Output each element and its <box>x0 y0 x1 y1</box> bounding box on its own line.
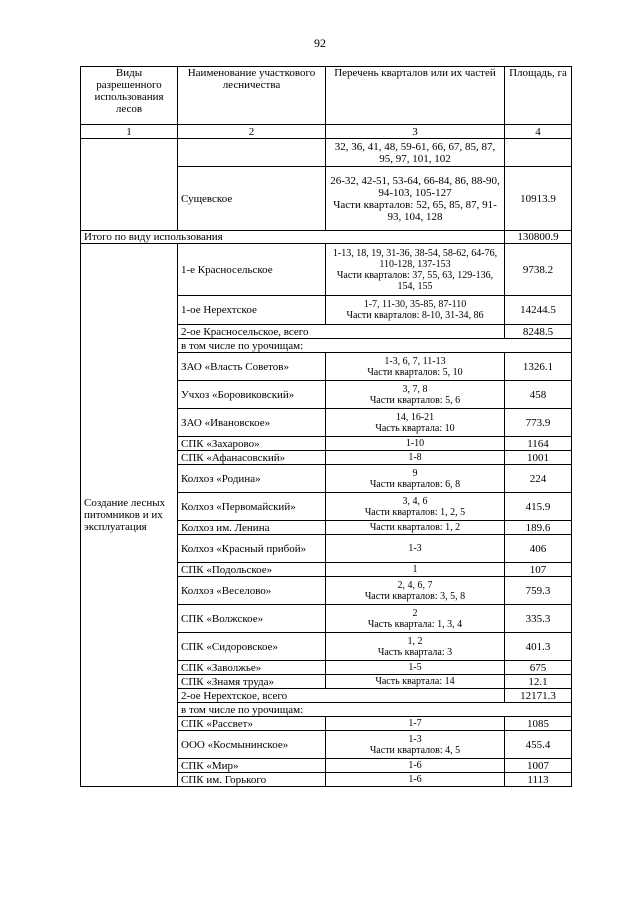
quarters-parts: Части кварталов: 3, 5, 8 <box>364 590 466 602</box>
col-number-4: 4 <box>505 125 572 139</box>
forestry-cell: СПК «Знамя труда» <box>178 675 326 689</box>
forestry-cell: Учхоз «Боровиковский» <box>178 381 326 409</box>
header-row <box>81 67 572 125</box>
quarters-parts: Части кварталов: 6, 8 <box>369 478 461 490</box>
forestry-cell: ЗАО «Ивановское» <box>178 409 326 437</box>
quarters-cell: 1-6 <box>326 773 505 787</box>
forestry-cell: СПК «Рассвет» <box>178 717 326 731</box>
subtotal-label: 2-ое Красносельское, всего <box>178 325 505 339</box>
area-cell: 773.9 <box>505 409 572 437</box>
quarters-parts: Части кварталов: 52, 65, 85, 87, 91-93, 104, 128 <box>333 198 497 223</box>
quarters-cell <box>326 493 505 521</box>
table-row <box>81 139 572 167</box>
quarters-parts: Части кварталов: 1, 2, 5 <box>364 506 466 518</box>
quarters-full: 3, 4, 6 <box>402 495 428 507</box>
quarters-full: 26-32, 42-51, 53-64, 66-84, 86, 88-90, 94-103, 105-127 <box>330 174 500 199</box>
use-type-cell <box>81 139 178 231</box>
area-cell: 14244.5 <box>505 296 572 325</box>
forestry-cell: Колхоз им. Ленина <box>178 521 326 535</box>
quarters-full: 2 <box>412 607 418 619</box>
quarters-parts: Часть квартала: 1, 3, 4 <box>367 618 463 630</box>
forestry-cell: Колхоз «Красный прибой» <box>178 535 326 563</box>
forestry-cell: Колхоз «Веселово» <box>178 577 326 605</box>
area-cell: 224 <box>505 465 572 493</box>
header-forestry: Наименование участкового лесничества <box>178 67 326 125</box>
quarters-cell: Часть квартала: 14 <box>326 675 505 689</box>
forestry-cell: СПК «Подольское» <box>178 563 326 577</box>
quarters-cell <box>326 731 505 759</box>
quarters-full: 1, 2 <box>407 635 423 647</box>
total-area: 130800.9 <box>505 231 572 244</box>
forestry-cell: СПК «Афанасовский» <box>178 451 326 465</box>
forestry-cell: Сущевское <box>178 167 326 231</box>
quarters-full: 3, 7, 8 <box>402 383 428 395</box>
quarters-cell: 1-5 <box>326 661 505 675</box>
quarters-parts: Части кварталов: 5, 10 <box>367 366 463 378</box>
area-cell: 335.3 <box>505 605 572 633</box>
quarters-full: 1-13, 18, 19, 31-36, 38-54, 58-62, 64-76, 110-128, 137-153 <box>332 247 498 270</box>
quarters-cell: 1 <box>326 563 505 577</box>
subheading-label: в том числе по урочищам: <box>178 703 572 717</box>
quarters-cell <box>326 633 505 661</box>
quarters-cell: 1-6 <box>326 759 505 773</box>
quarters-cell <box>326 465 505 493</box>
forestry-cell: Колхоз «Первомайский» <box>178 493 326 521</box>
forestry-cell: СПК «Мир» <box>178 759 326 773</box>
area-cell: 1001 <box>505 451 572 465</box>
quarters-full: 1-3, 6, 7, 11-13 <box>384 355 446 367</box>
forestry-cell: ЗАО «Власть Советов» <box>178 353 326 381</box>
col-number-3: 3 <box>326 125 505 139</box>
forestry-cell: СПК «Сидоровское» <box>178 633 326 661</box>
area-cell: 189.6 <box>505 521 572 535</box>
quarters-cell: Части кварталов: 1, 2 <box>326 521 505 535</box>
quarters-cell <box>326 244 505 296</box>
forestry-cell: СПК «Волжское» <box>178 605 326 633</box>
quarters-cell <box>326 577 505 605</box>
area-cell <box>505 139 572 167</box>
quarters-parts: Части кварталов: 4, 5 <box>369 744 461 756</box>
forestry-cell: Колхоз «Родина» <box>178 465 326 493</box>
forestry-cell: СПК «Захарово» <box>178 437 326 451</box>
area-cell: 9738.2 <box>505 244 572 296</box>
col-number-2: 2 <box>178 125 326 139</box>
use-type-cell: Создание лесных питомников и их эксплуатация <box>81 244 178 787</box>
area-cell: 1326.1 <box>505 353 572 381</box>
area-cell: 1113 <box>505 773 572 787</box>
subtotal-label: 2-ое Нерехтское, всего <box>178 689 505 703</box>
quarters-parts: Части кварталов: 37, 55, 63, 129-136, 154, 155 <box>336 269 494 292</box>
area-cell: 10913.9 <box>505 167 572 231</box>
col-number-1: 1 <box>81 125 178 139</box>
quarters-cell <box>326 381 505 409</box>
forestry-cell: 1-ое Нерехтское <box>178 296 326 325</box>
quarters-cell <box>326 605 505 633</box>
quarters-cell <box>326 167 505 231</box>
quarters-cell <box>326 409 505 437</box>
area-cell: 1085 <box>505 717 572 731</box>
forest-use-table <box>80 66 572 787</box>
forestry-cell: СПК им. Горького <box>178 773 326 787</box>
table-row <box>81 244 572 296</box>
column-number-row <box>81 125 572 139</box>
area-cell: 12.1 <box>505 675 572 689</box>
quarters-cell: 1-10 <box>326 437 505 451</box>
area-cell: 401.3 <box>505 633 572 661</box>
quarters-cell: 1-7 <box>326 717 505 731</box>
area-cell: 759.3 <box>505 577 572 605</box>
quarters-cell: 1-3 <box>326 535 505 563</box>
total-label: Итого по виду использования <box>81 231 505 244</box>
quarters-cell <box>326 353 505 381</box>
quarters-parts: Части кварталов: 5, 6 <box>369 394 461 406</box>
subheading-label: в том числе по урочищам: <box>178 339 572 353</box>
area-cell: 458 <box>505 381 572 409</box>
area-cell: 12171.3 <box>505 689 572 703</box>
quarters-full: 14, 16-21 <box>395 411 435 423</box>
quarters-full: 1-3 <box>408 733 422 745</box>
forestry-cell: ООО «Космынинское» <box>178 731 326 759</box>
quarters-parts: Часть квартала: 10 <box>375 422 455 434</box>
area-cell: 415.9 <box>505 493 572 521</box>
header-quarters: Перечень кварталов или их частей <box>326 67 505 125</box>
forestry-cell: СПК «Заволжье» <box>178 661 326 675</box>
quarters-cell: 32, 36, 41, 48, 59-61, 66, 67, 85, 87, 95, 97, 101, 102 <box>326 139 505 167</box>
header-use-type: Виды разрешенного использования лесов <box>81 67 178 125</box>
quarters-parts: Часть квартала: 3 <box>377 646 453 658</box>
quarters-cell: 1-8 <box>326 451 505 465</box>
area-cell: 675 <box>505 661 572 675</box>
quarters-full: 1-7, 11-30, 35-85, 87-110 <box>363 299 467 310</box>
header-area: Площадь, га <box>505 67 572 125</box>
quarters-cell <box>326 296 505 325</box>
area-cell: 406 <box>505 535 572 563</box>
quarters-full: 2, 4, 6, 7 <box>397 579 433 591</box>
page-number: 92 <box>314 36 326 50</box>
area-cell: 1164 <box>505 437 572 451</box>
area-cell: 1007 <box>505 759 572 773</box>
total-row <box>81 231 572 244</box>
forestry-cell <box>178 139 326 167</box>
area-cell: 455.4 <box>505 731 572 759</box>
quarters-parts: Части кварталов: 8-10, 31-34, 86 <box>346 310 484 321</box>
area-cell: 8248.5 <box>505 325 572 339</box>
area-cell: 107 <box>505 563 572 577</box>
forestry-cell: 1-е Красносельское <box>178 244 326 296</box>
quarters-full: 9 <box>412 467 418 479</box>
